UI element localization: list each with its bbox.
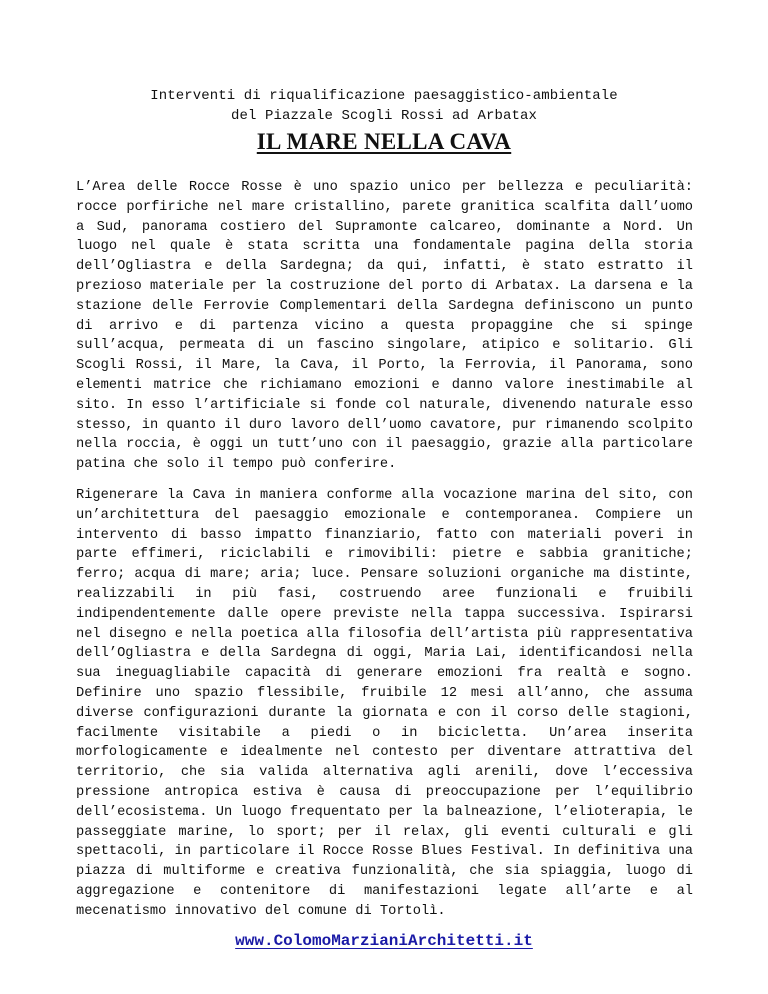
document-header	[0, 86, 768, 156]
document-footer	[0, 932, 768, 950]
website-link[interactable]: www.ColomoMarzianiArchitetti.it	[235, 932, 533, 950]
subtitle-line-1: Interventi di riqualificazione paesaggistico-ambientale	[150, 88, 618, 104]
document-title: IL MARE NELLA CAVA	[256, 129, 512, 154]
body-paragraph-1: L’Area delle Rocce Rosse è uno spazio unico per bellezza e peculiarità: rocce porfiriche nel mare cristallino, parete granitica scalfita dall’uomo a Sud, panorama costiero del Supramonte calcareo, dominante a Nord. Un luogo nel quale è stata scritta una fondamentale pagina della storia dell’Ogliastra e della Sardegna; da qui, infatti, è stato estratto il prezioso materiale per la costruzione del porto di Arbatax. La darsena e la stazione delle Ferrovie Complementari della Sardegna definiscono un punto di arrivo e di partenza vicino a questa propaggine che si spinge sull’acqua, permeata di un fascino singolare, atipico e solitario. Gli Scogli Rossi, il Mare, la Cava, il Porto, la Ferrovia, il Panorama, sono elementi matrice che richiamano emozioni e danno valore inestimabile al sito. In esso l’artificiale si fonde col naturale, divenendo naturale esso stesso, in quanto il duro lavoro dell’uomo cavatore, pur rimanendo scolpito nella roccia, è oggi un tutt’uno con il paesaggio, grazie alla particolare patina che solo il tempo può conferire.	[76, 180, 693, 473]
body-paragraph-2: Rigenerare la Cava in maniera conforme alla vocazione marina del sito, con un’architettura del paesaggio emozionale e contemporanea. Compiere un intervento di basso impatto finanziario, fatto con materiali poveri in parte effimeri, riciclabili e rimovibili: pietre e sabbia granitiche; ferro; acqua di mare; aria; luce. Pensare soluzioni organiche ma distinte, realizzabili in più fasi, costruendo aree funzionali e fruibili indipendentemente dalle opere previste nella tappa successiva. Ispirarsi nel disegno e nella poetica alla filosofia dell’artista più rappresentativa dell’Ogliastra e della Sardegna di oggi, Maria Lai, identificandosi nella sua ineguagliabile capacità di generare emozioni fra realtà e sogno. Definire uno spazio flessibile, fruibile 12 mesi all’anno, che assuma diverse configurazioni durante la giornata e con il corso delle stagioni, facilmente visitabile a piedi o in bicicletta. Un’area inserita morfologicamente e idealmente nel contesto per diventare attrattiva del territorio, che sia valida alternativa agli arenili, dove l’eccessiva pressione antropica estiva è causa di preoccupazione per l’equilibrio dell’ecosistema. Un luogo frequentato per la balneazione, l’elioterapia, le passeggiate marine, lo sport; per il relax, gli eventi culturali e gli spettacoli, in particolare il Rocce Rosse Blues Festival. In definitiva una piazza di multiforme e creativa funzionalità, che sia spiaggia, luogo di aggregazione e contenitore di manifestazioni legate all’arte e al mecenatismo innovativo del comune di Tortolì.	[76, 488, 693, 919]
subtitle-line-2: del Piazzale Scogli Rossi ad Arbatax	[230, 108, 538, 124]
